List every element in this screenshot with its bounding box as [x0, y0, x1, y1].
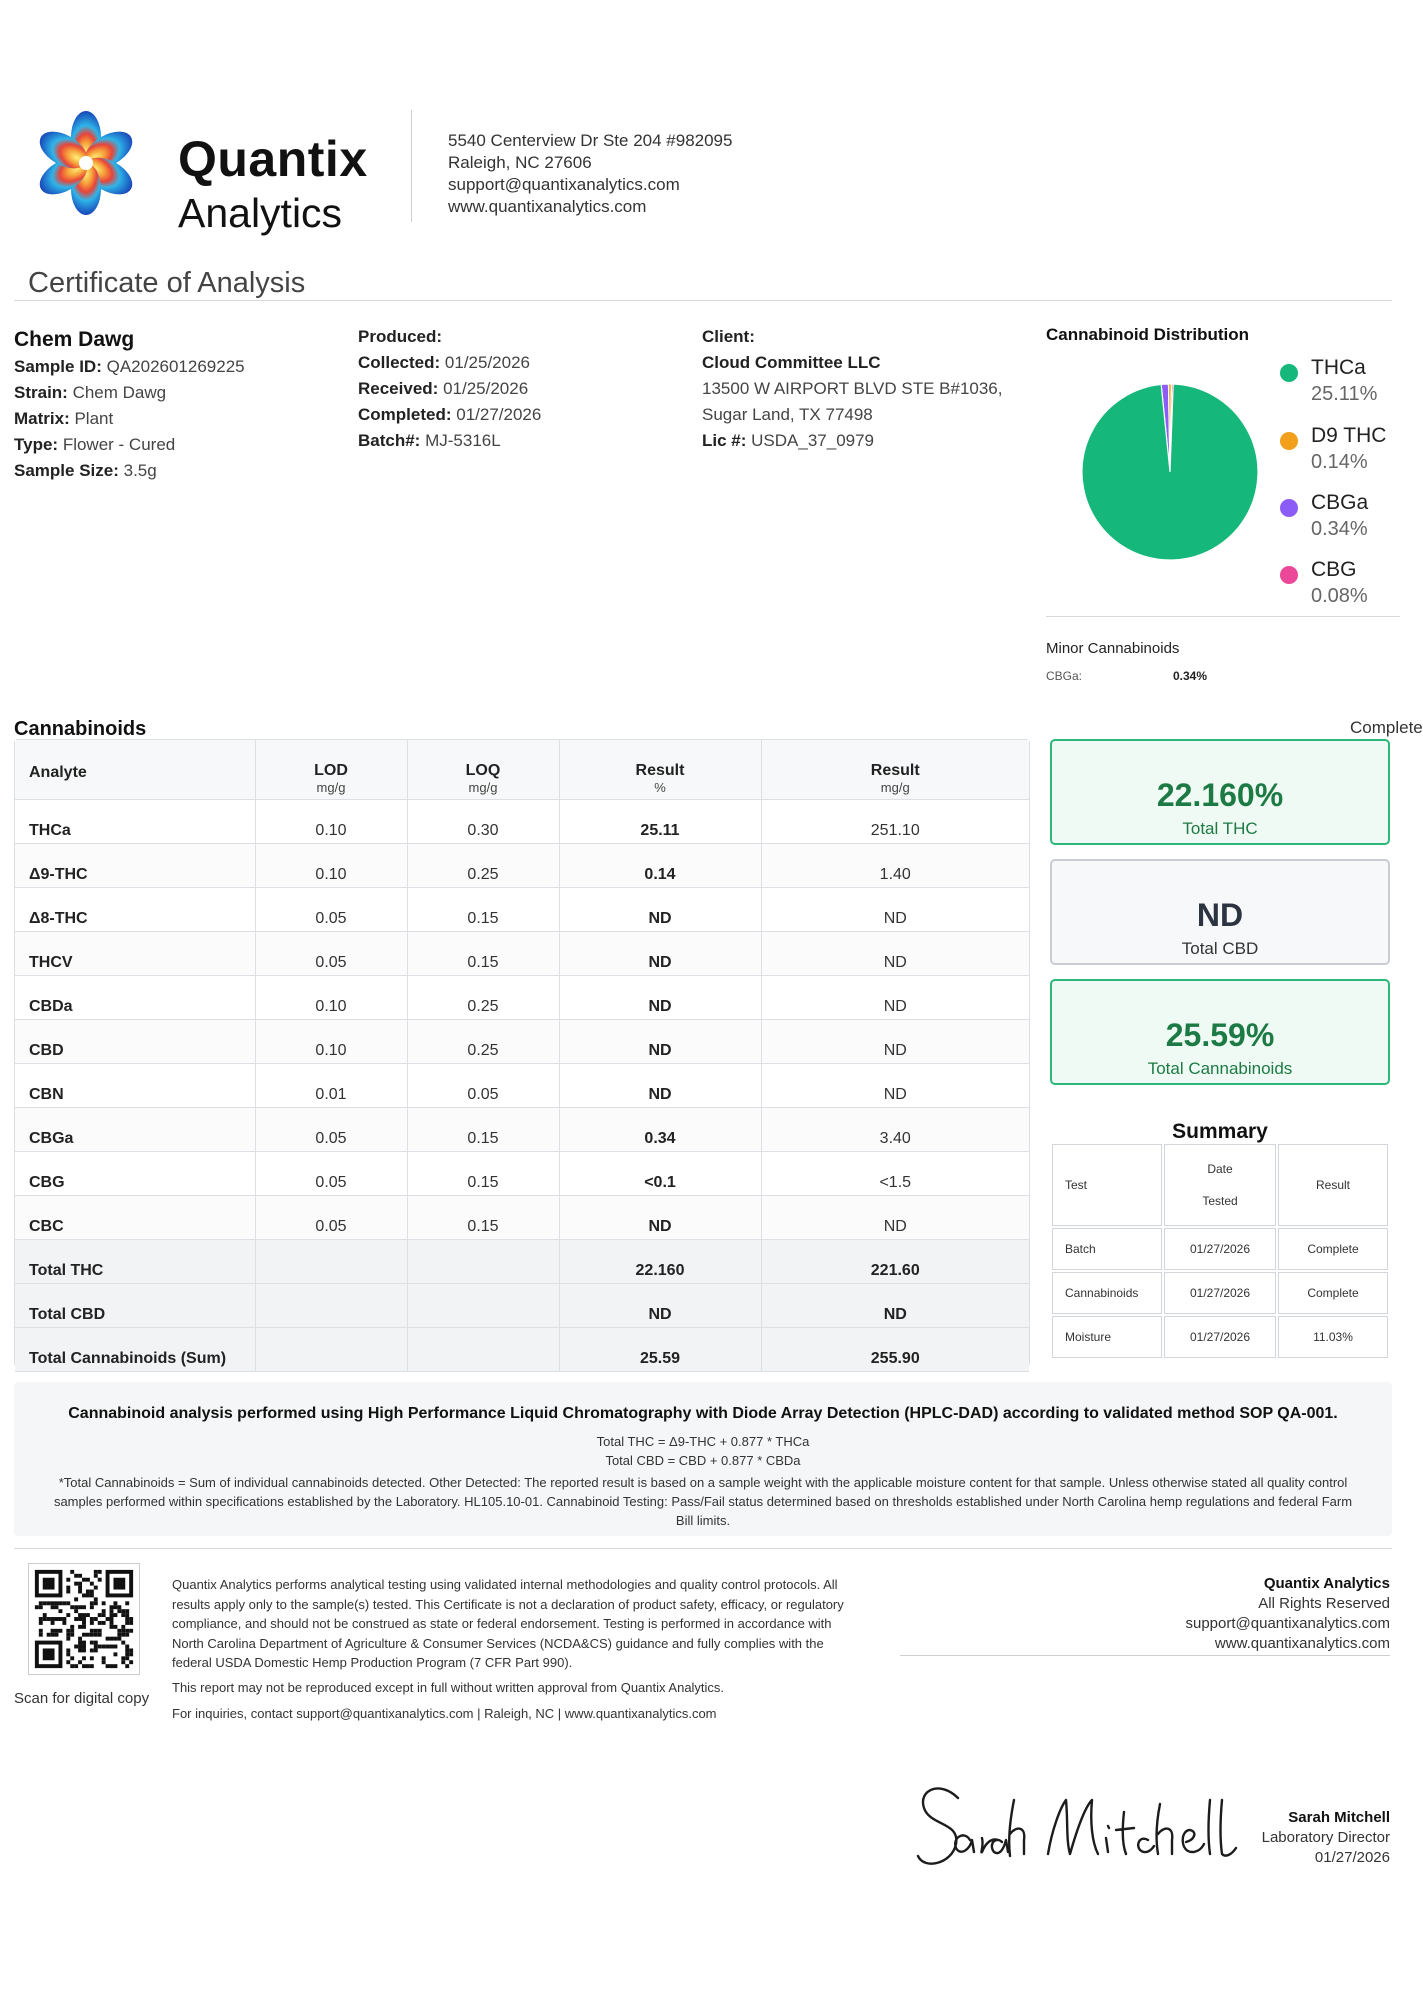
table-row — [15, 799, 1029, 843]
test-cell: Cannabinoids — [1052, 1272, 1162, 1314]
lod-cell — [255, 1283, 407, 1327]
lod-cell: 0.05 — [255, 1151, 407, 1195]
result-cell: Complete — [1278, 1272, 1388, 1314]
loq-cell — [407, 1283, 559, 1327]
matrix: Plant — [74, 409, 114, 428]
cannabinoids-table — [15, 740, 1029, 1372]
signer-name: Sarah Mitchell — [1288, 1809, 1390, 1826]
sample-size: 3.5g — [123, 461, 157, 480]
divider — [900, 1655, 1390, 1656]
summary-table — [1050, 1142, 1390, 1360]
result-mg-cell: 3.40 — [761, 1107, 1029, 1151]
column-header-result: Result — [1278, 1144, 1388, 1226]
result-percent-cell: <0.1 — [559, 1151, 761, 1195]
loq-cell: 0.15 — [407, 1107, 559, 1151]
total-cbd-label: Total CBD — [1181, 939, 1259, 958]
total-thc-box — [1050, 739, 1390, 845]
total-cannabinoids-label: Total Cannabinoids — [1147, 1059, 1293, 1078]
result-mg-cell: ND — [761, 1283, 1029, 1327]
minor-cannabinoid-value: 0.34% — [1173, 669, 1208, 683]
address-line: 5540 Centerview Dr Ste 204 #982095 — [448, 131, 733, 150]
document-title: Certificate of Analysis — [28, 267, 306, 299]
reproduction-notice: This report may not be reproduced except in full without written approval from Quantix Analytics. — [172, 1680, 725, 1695]
table-row — [15, 1195, 1029, 1239]
header-label: Result — [870, 761, 920, 779]
field-label: Type: — [14, 435, 59, 454]
date-cell: 01/27/2026 — [1164, 1272, 1276, 1314]
legend-swatch — [1280, 364, 1298, 382]
loq-cell: 0.25 — [407, 1019, 559, 1063]
result-percent-cell: 22.160 — [559, 1239, 761, 1283]
analyte-cell: THCV — [15, 931, 255, 975]
table-header-row — [15, 740, 1029, 799]
loq-cell — [407, 1239, 559, 1283]
field-label: Received: — [358, 379, 439, 398]
analyte-cell: Total THC — [15, 1239, 255, 1283]
dates-info — [358, 324, 541, 454]
table-header-row — [1052, 1144, 1388, 1226]
analyte-cell: Δ9-THC — [15, 843, 255, 887]
header-label: LOD — [314, 761, 348, 779]
divider — [14, 1548, 1392, 1549]
quantix-logo-icon — [40, 110, 132, 216]
total-row — [15, 1283, 1029, 1327]
collected-date: 01/25/2026 — [444, 353, 531, 372]
table-row — [1052, 1228, 1388, 1270]
divider — [1046, 616, 1400, 617]
loq-cell: 0.15 — [407, 1195, 559, 1239]
field-label: Batch#: — [358, 431, 421, 450]
completed-date: 01/27/2026 — [456, 405, 542, 424]
result-mg-cell: 255.90 — [761, 1327, 1029, 1371]
loq-cell: 0.25 — [407, 843, 559, 887]
analyte-cell: CBG — [15, 1151, 255, 1195]
total-cbd-value: ND — [1196, 897, 1244, 933]
footer-rights: All Rights Reserved — [1258, 1595, 1390, 1612]
chart-title: Cannabinoid Distribution — [1046, 325, 1250, 344]
column-header-lod — [255, 740, 407, 799]
result-percent-cell: ND — [559, 1195, 761, 1239]
lod-cell: 0.01 — [255, 1063, 407, 1107]
total-cbd-box — [1050, 859, 1390, 965]
loq-cell: 0.15 — [407, 931, 559, 975]
table-row — [15, 1151, 1029, 1195]
footer-email: support@quantixanalytics.com — [1185, 1615, 1390, 1632]
result-mg-cell: ND — [761, 1195, 1029, 1239]
signer-date: 01/27/2026 — [1314, 1849, 1390, 1866]
inquiries-text: For inquiries, contact support@quantixanalytics.com | Raleigh, NC | www.quantixanalytics.com — [172, 1706, 717, 1721]
address-line: Raleigh, NC 27606 — [448, 153, 592, 172]
result-percent-cell: 25.59 — [559, 1327, 761, 1371]
result-percent-cell: ND — [559, 1019, 761, 1063]
legend-label: THCa — [1311, 356, 1366, 379]
total-thc-value: 22.160% — [1156, 777, 1284, 813]
legend-value: 0.08% — [1311, 585, 1368, 607]
legend-label: CBG — [1311, 558, 1357, 581]
legend-swatch — [1280, 499, 1298, 517]
test-cell: Batch — [1052, 1228, 1162, 1270]
minor-cannabinoids-title: Minor Cannabinoids — [1046, 640, 1180, 657]
field-label: Collected: — [358, 353, 441, 372]
result-mg-cell: 221.60 — [761, 1239, 1029, 1283]
lod-cell: 0.05 — [255, 931, 407, 975]
legend-value: 25.11% — [1311, 383, 1378, 405]
lod-cell: 0.05 — [255, 1107, 407, 1151]
analyte-cell: Total CBD — [15, 1283, 255, 1327]
result-percent-cell: 0.14 — [559, 843, 761, 887]
result-mg-cell: <1.5 — [761, 1151, 1029, 1195]
legend-swatch — [1280, 566, 1298, 584]
formula-total-cbd: Total CBD = CBD + 0.877 * CBDa — [605, 1453, 801, 1468]
sample-name: Chem Dawg — [14, 328, 135, 351]
field-label: Produced: — [358, 327, 443, 346]
result-percent-cell: 25.11 — [559, 799, 761, 843]
result-mg-cell: 1.40 — [761, 843, 1029, 887]
client-address: 13500 W AIRPORT BLVD STE B#1036, — [702, 379, 1003, 398]
table-row — [15, 887, 1029, 931]
total-cannabinoids-value: 25.59% — [1165, 1017, 1275, 1053]
table-row — [1052, 1272, 1388, 1314]
legend-label: CBGa — [1311, 491, 1369, 514]
column-header-analyte: Analyte — [15, 740, 255, 799]
result-percent-cell: ND — [559, 975, 761, 1019]
header-unit: mg/g — [316, 779, 346, 795]
field-label: Matrix: — [14, 409, 70, 428]
result-percent-cell: ND — [559, 1283, 761, 1327]
lab-address — [448, 130, 732, 218]
table-row — [15, 931, 1029, 975]
footer-company-block — [900, 1574, 1390, 1654]
legend-label: D9 THC — [1311, 424, 1387, 447]
analyte-cell: Total Cannabinoids (Sum) — [15, 1327, 255, 1371]
header-label: Date — [1207, 1162, 1233, 1176]
lod-cell: 0.10 — [255, 1019, 407, 1063]
cannabinoids-table-container — [14, 739, 1030, 1367]
field-label: Client: — [702, 327, 755, 346]
cannabinoids-title: Cannabinoids — [14, 718, 147, 740]
received-date: 01/25/2026 — [443, 379, 529, 398]
analyte-cell: Δ8-THC — [15, 887, 255, 931]
date-cell: 01/27/2026 — [1164, 1316, 1276, 1358]
methods-note: *Total Cannabinoids = Sum of individual cannabinoids detected. Other Detected: The reported result is based on a sample weight with the applicable moisture content for that sample. Unless otherwise stated all quality control samples performed within specifications established by the Laboratory. HL105.10-01. Cannabinoid Testing: Pass/Fail status determined based on thresholds established under North Carolina hemp regulations and federal Farm Bill limits. — [53, 1475, 1353, 1528]
result-mg-cell: 251.10 — [761, 799, 1029, 843]
loq-cell: 0.15 — [407, 887, 559, 931]
result-percent-cell: ND — [559, 887, 761, 931]
lod-cell: 0.10 — [255, 975, 407, 1019]
loq-cell: 0.15 — [407, 1151, 559, 1195]
signer-block — [1150, 1808, 1390, 1868]
strain: Chem Dawg — [72, 383, 167, 402]
total-row — [15, 1239, 1029, 1283]
column-header-result-mg — [761, 740, 1029, 799]
divider — [14, 300, 1392, 301]
qr-code-icon[interactable] — [28, 1563, 140, 1675]
lab-website: www.quantixanalytics.com — [448, 197, 647, 216]
date-cell: 01/27/2026 — [1164, 1228, 1276, 1270]
header-label: Result — [635, 761, 685, 779]
table-row — [15, 1063, 1029, 1107]
result-percent-cell: ND — [559, 931, 761, 975]
legend-swatch — [1280, 432, 1298, 450]
analyte-cell: CBD — [15, 1019, 255, 1063]
field-label: Completed: — [358, 405, 452, 424]
test-cell: Moisture — [1052, 1316, 1162, 1358]
client-info — [702, 324, 1003, 454]
lod-cell — [255, 1327, 407, 1371]
loq-cell: 0.05 — [407, 1063, 559, 1107]
loq-cell: 0.25 — [407, 975, 559, 1019]
header-unit: mg/g — [880, 779, 910, 795]
analyte-cell: CBGa — [15, 1107, 255, 1151]
result-mg-cell: ND — [761, 931, 1029, 975]
total-thc-label: Total THC — [1182, 819, 1258, 838]
field-label: Sample ID: — [14, 357, 102, 376]
client-name: Cloud Committee LLC — [702, 353, 881, 372]
column-header-loq — [407, 740, 559, 799]
cannabinoid-pie-chart — [1080, 382, 1260, 562]
table-row — [15, 1019, 1029, 1063]
methods-panel — [14, 1382, 1392, 1536]
status-label: Complete — [1350, 718, 1423, 737]
qr-caption: Scan for digital copy — [14, 1690, 150, 1707]
total-row — [15, 1327, 1029, 1371]
result-percent-cell: ND — [559, 1063, 761, 1107]
header-label: Tested — [1202, 1194, 1238, 1208]
lod-cell: 0.10 — [255, 799, 407, 843]
sample-id: QA202601269225 — [106, 357, 245, 376]
client-address: Sugar Land, TX 77498 — [702, 405, 873, 424]
analyte-cell: CBDa — [15, 975, 255, 1019]
field-label: Strain: — [14, 383, 68, 402]
header-divider — [411, 110, 412, 222]
batch-number: MJ-5316L — [425, 431, 501, 450]
license-number: USDA_37_0979 — [751, 431, 875, 450]
sample-info — [14, 326, 245, 484]
summary-table-container — [1050, 1142, 1390, 1360]
column-header-result-percent — [559, 740, 761, 799]
result-mg-cell: ND — [761, 1063, 1029, 1107]
disclaimer-text: Quantix Analytics performs analytical testing using validated internal methodologies and quality control protocols. All results apply only to the sample(s) tested. This Certificate is not a declaration of product safety, efficacy, or regulatory compliance, and should not be construed as state or federal endorsement. Testing is performed in accordance with North Carolina Department of Agriculture & Consumer Services (NCDA&CS) guidance and fully complies with the federal USDA Domestic Hemp Production Program (7 CFR Part 990). — [172, 1577, 844, 1670]
footer-company-name: Quantix Analytics — [1263, 1575, 1390, 1592]
field-label: Lic #: — [702, 431, 747, 450]
result-cell: Complete — [1278, 1228, 1388, 1270]
sample-type: Flower - Cured — [62, 435, 176, 454]
formula-total-thc: Total THC = Δ9-THC + 0.877 * THCa — [596, 1434, 810, 1449]
minor-cannabinoid-name: CBGa: — [1046, 669, 1083, 683]
result-mg-cell: ND — [761, 887, 1029, 931]
analyte-cell: CBC — [15, 1195, 255, 1239]
table-row — [1052, 1316, 1388, 1358]
table-row — [15, 975, 1029, 1019]
header-label: LOQ — [465, 761, 501, 779]
footer-website: www.quantixanalytics.com — [1214, 1635, 1390, 1652]
brand-subtitle: Analytics — [178, 190, 343, 236]
field-label: Sample Size: — [14, 461, 119, 480]
loq-cell: 0.30 — [407, 799, 559, 843]
summary-title: Summary — [1172, 1120, 1268, 1143]
result-mg-cell: ND — [761, 975, 1029, 1019]
column-header-date — [1164, 1144, 1276, 1226]
total-cannabinoids-box — [1050, 979, 1390, 1085]
lod-cell — [255, 1239, 407, 1283]
legend-value: 0.14% — [1311, 451, 1368, 473]
lab-email: support@quantixanalytics.com — [448, 175, 680, 194]
header-unit: mg/g — [468, 779, 498, 795]
result-percent-cell: 0.34 — [559, 1107, 761, 1151]
table-row — [15, 843, 1029, 887]
analyte-cell: THCa — [15, 799, 255, 843]
analyte-cell: CBN — [15, 1063, 255, 1107]
header-unit: % — [654, 779, 666, 795]
result-cell: 11.03% — [1278, 1316, 1388, 1358]
methods-title: Cannabinoid analysis performed using High Performance Liquid Chromatography with Diode Array Detection (HPLC-DAD) according to validated method SOP QA-001. — [68, 1405, 1338, 1422]
brand-name: Quantix — [178, 131, 368, 187]
result-mg-cell: ND — [761, 1019, 1029, 1063]
legend-value: 0.34% — [1311, 518, 1368, 540]
column-header-test: Test — [1052, 1144, 1162, 1226]
table-row — [15, 1107, 1029, 1151]
signer-title: Laboratory Director — [1261, 1829, 1390, 1846]
lod-cell: 0.10 — [255, 843, 407, 887]
loq-cell — [407, 1327, 559, 1371]
lod-cell: 0.05 — [255, 1195, 407, 1239]
lod-cell: 0.05 — [255, 887, 407, 931]
